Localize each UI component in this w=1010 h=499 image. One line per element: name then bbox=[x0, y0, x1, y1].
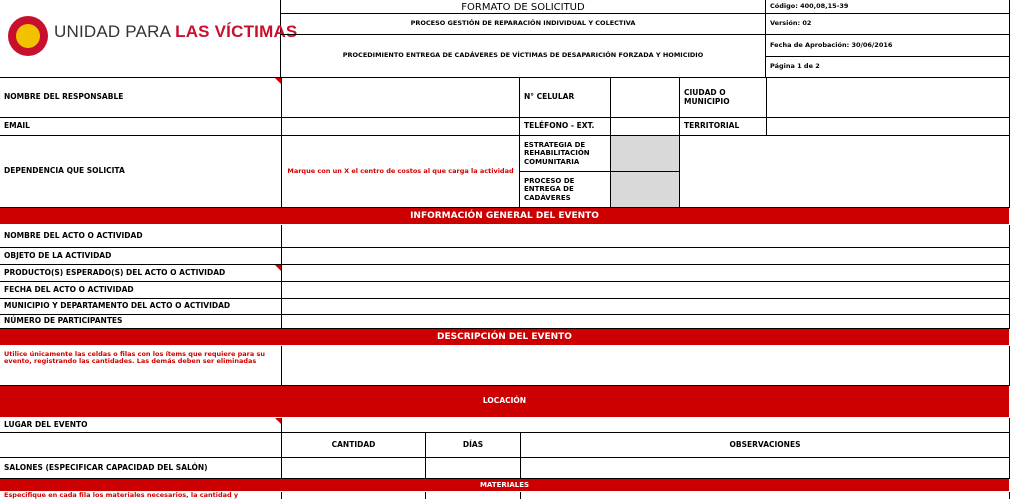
act-name-label: NOMBRE DEL ACTO O ACTIVIDAD bbox=[0, 225, 282, 248]
participants-input[interactable] bbox=[282, 315, 1010, 329]
logo-text: UNIDAD PARA LAS VÍCTIMAS bbox=[54, 22, 298, 41]
cellphone-label: N° CELULAR bbox=[520, 78, 611, 118]
description-instruction: Utilice únicamente las celdas o filas con los ítems que requiere para su evento, registrando las cantidades. Las demás deben ser eliminadas bbox=[0, 346, 282, 386]
responsible-input[interactable] bbox=[282, 78, 520, 118]
materials-notes-input[interactable] bbox=[521, 492, 1010, 499]
general-info-header: INFORMACIÓN GENERAL DEL EVENTO bbox=[0, 208, 1010, 225]
description-header: DESCRIPCIÓN DEL EVENTO bbox=[0, 329, 1010, 346]
page-number: Página 1 de 2 bbox=[766, 57, 1010, 78]
option-community-rehab-checkbox[interactable] bbox=[611, 136, 680, 172]
col-quantity: CANTIDAD bbox=[282, 433, 426, 458]
colombia-crest-icon bbox=[8, 16, 48, 56]
municipality-input[interactable] bbox=[282, 299, 1010, 315]
cellphone-input[interactable] bbox=[611, 78, 680, 118]
blank-header-cell bbox=[0, 433, 282, 458]
email-input[interactable] bbox=[282, 118, 520, 136]
place-input[interactable] bbox=[282, 418, 1010, 433]
city-input[interactable] bbox=[767, 78, 1010, 118]
comment-marker-icon bbox=[275, 78, 281, 84]
phone-label: TELÉFONO - EXT. bbox=[520, 118, 611, 136]
materials-instruction: Especifique en cada fila los materiales necesarios, la cantidad y bbox=[0, 492, 282, 499]
products-input[interactable] bbox=[282, 265, 1010, 282]
act-name-input[interactable] bbox=[282, 225, 1010, 248]
materials-quantity-input[interactable] bbox=[282, 492, 426, 499]
approval-date: Fecha de Aprobación: 30/06/2016 bbox=[766, 35, 1010, 57]
form-title: FORMATO DE SOLICITUD bbox=[281, 0, 766, 14]
rooms-notes-input[interactable] bbox=[521, 458, 1010, 479]
logo bbox=[0, 0, 298, 78]
rooms-quantity-input[interactable] bbox=[282, 458, 426, 479]
version: Versión: 02 bbox=[766, 14, 1010, 35]
procedure-name: PROCEDIMIENTO ENTREGA DE CADÁVERES DE VÍCTIMAS DE DESAPARICIÓN FORZADA Y HOMICIDIO bbox=[281, 35, 766, 78]
territorial-label: TERRITORIAL bbox=[680, 118, 767, 136]
code: Código: 400,08,15-39 bbox=[766, 0, 1010, 14]
phone-input[interactable] bbox=[611, 118, 680, 136]
comment-marker-icon bbox=[275, 265, 281, 271]
place-label: LUGAR DEL EVENTO bbox=[0, 418, 282, 433]
blank-area bbox=[680, 136, 1010, 208]
act-object-input[interactable] bbox=[282, 248, 1010, 265]
comment-marker-icon bbox=[275, 418, 281, 424]
option-community-rehab-label: ESTRATEGIA DE REHABILITACIÓN COMUNITARIA bbox=[520, 136, 611, 172]
materials-days-input[interactable] bbox=[426, 492, 521, 499]
mark-instruction: Marque con un X el centro de costos al que carga la actividad bbox=[282, 136, 520, 208]
rooms-days-input[interactable] bbox=[426, 458, 521, 479]
responsible-label: NOMBRE DEL RESPONSABLE bbox=[0, 78, 282, 118]
territorial-input[interactable] bbox=[767, 118, 1010, 136]
products-label: PRODUCTO(S) ESPERADO(S) DEL ACTO O ACTIVIDAD bbox=[0, 265, 282, 282]
date-label: FECHA DEL ACTO O ACTIVIDAD bbox=[0, 282, 282, 299]
dependency-label: DEPENDENCIA QUE SOLICITA bbox=[0, 136, 282, 208]
option-body-delivery-label: PROCESO DE ENTREGA DE CADÁVERES bbox=[520, 172, 611, 208]
rooms-label: SALONES (ESPECIFICAR CAPACIDAD DEL SALÓN) bbox=[0, 458, 282, 479]
act-object-label: OBJETO DE LA ACTIVIDAD bbox=[0, 248, 282, 265]
email-label: EMAIL bbox=[0, 118, 282, 136]
option-body-delivery-checkbox[interactable] bbox=[611, 172, 680, 208]
description-input[interactable] bbox=[282, 346, 1010, 386]
materials-header: MATERIALES bbox=[0, 479, 1010, 492]
city-label: CIUDAD O MUNICIPIO bbox=[680, 78, 767, 118]
col-days: DÍAS bbox=[426, 433, 521, 458]
municipality-label: MUNICIPIO Y DEPARTAMENTO DEL ACTO O ACTIVIDAD bbox=[0, 299, 282, 315]
participants-label: NÚMERO DE PARTICIPANTES bbox=[0, 315, 282, 329]
process-name: PROCESO GESTIÓN DE REPARACIÓN INDIVIDUAL Y COLECTIVA bbox=[281, 14, 766, 35]
date-input[interactable] bbox=[282, 282, 1010, 299]
col-notes: OBSERVACIONES bbox=[521, 433, 1010, 458]
location-header: LOCACIÓN bbox=[0, 386, 1010, 418]
